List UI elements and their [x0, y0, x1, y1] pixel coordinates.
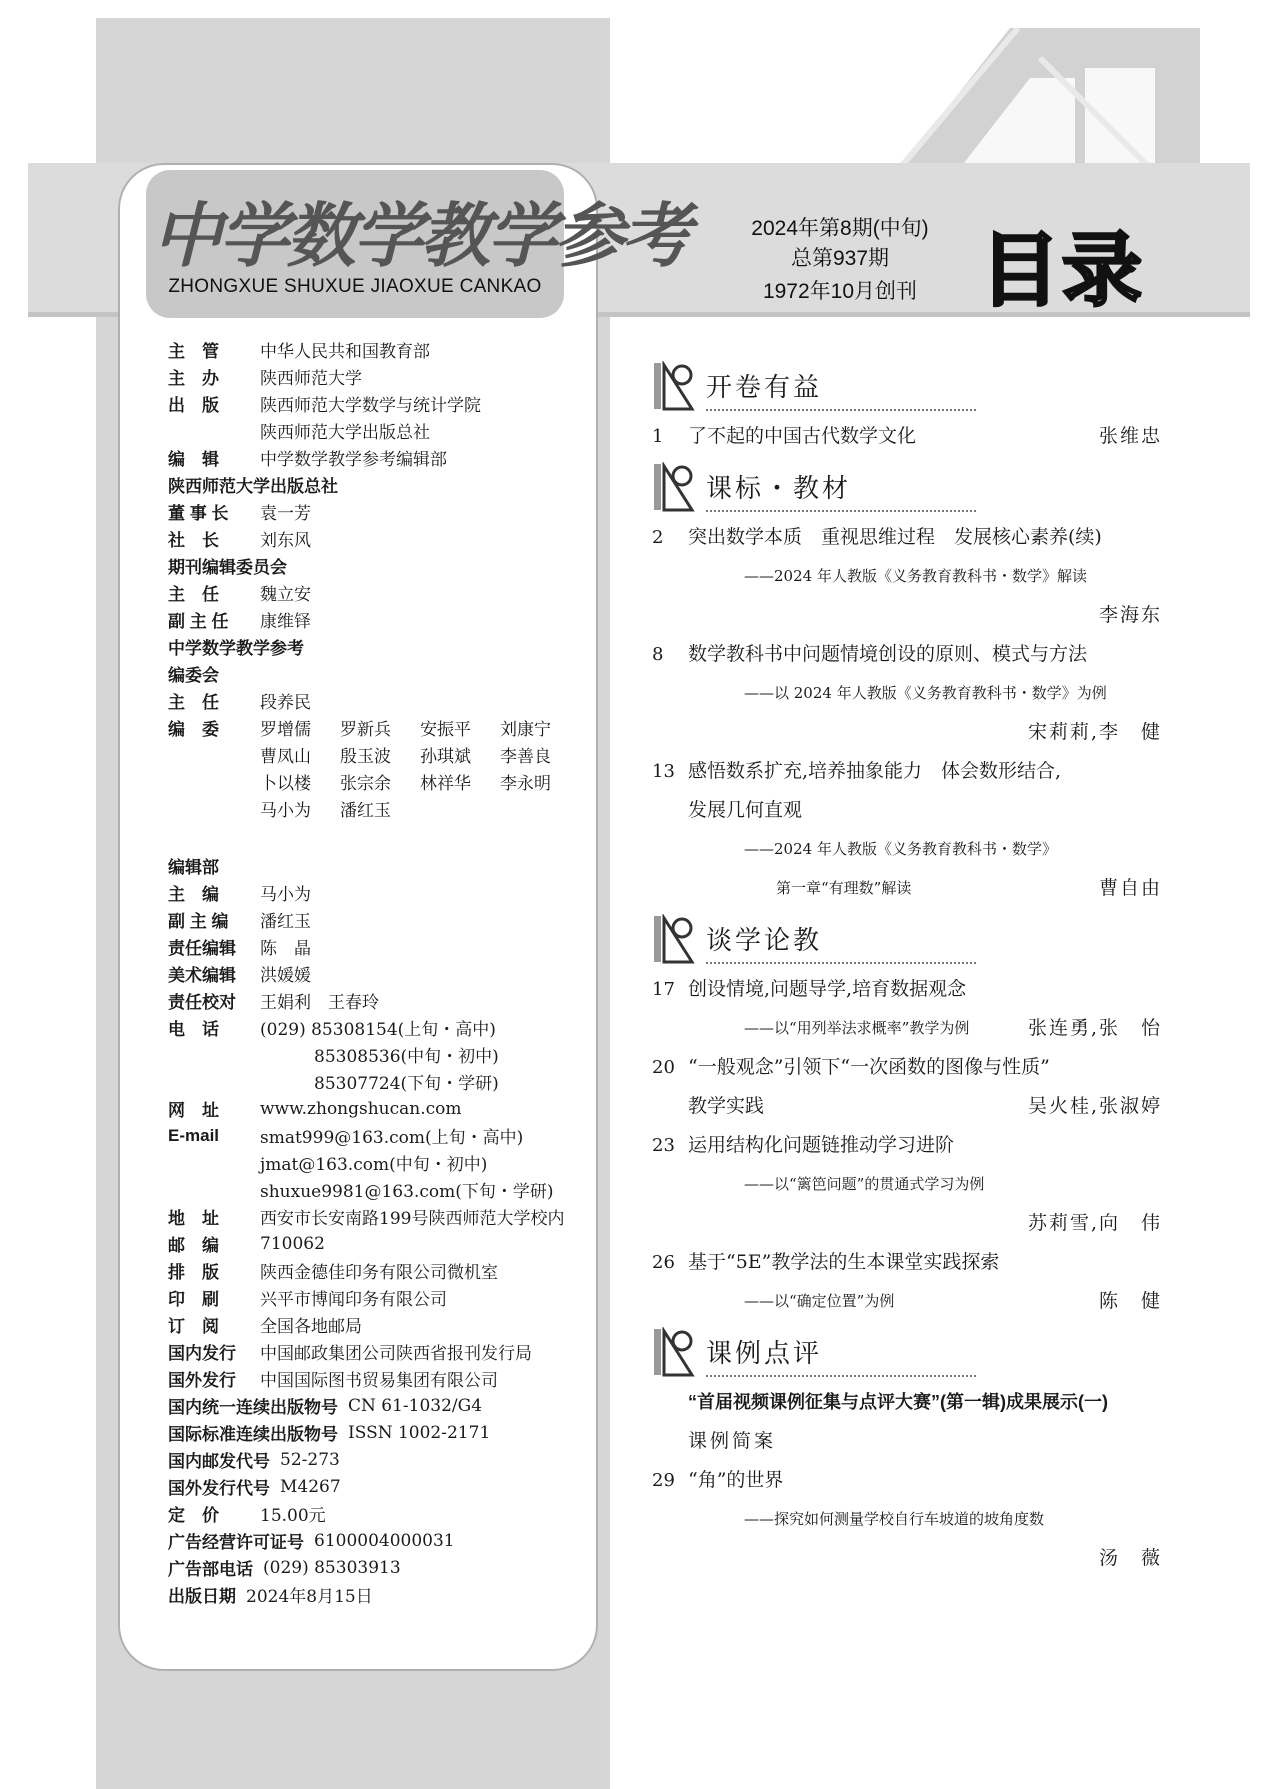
info-heading: 编委会 — [168, 666, 219, 685]
member-list — [260, 742, 580, 767]
info-spacer — [168, 822, 598, 852]
info-row-chubanriqi — [168, 1581, 598, 1608]
info-label: 国际标准连续出版物号 — [168, 1425, 338, 1444]
toc-entry[interactable] — [652, 1243, 1162, 1321]
info-row-zhuban — [168, 363, 598, 390]
info-label: 国外发行代号 — [168, 1479, 270, 1498]
info-value: shuxue9981@163.com(下旬・学研) — [260, 1182, 554, 1202]
article-subtitle: ——以“篱笆问题”的贯通式学习为例 — [744, 1175, 985, 1193]
dotted-rule — [706, 1375, 976, 1377]
toc-entry[interactable] — [652, 518, 1162, 635]
article-title-cont: 发展几何直观 — [688, 799, 803, 821]
member: 李永明 — [500, 774, 551, 794]
info-value: 西安市长安南路199号陕西师范大学校内 — [260, 1209, 565, 1229]
article-title: 突出数学本质 重视思维过程 发展核心素养(续) — [688, 526, 1102, 548]
member: 潘红玉 — [340, 801, 391, 821]
info-value: ISSN 1002-2171 — [348, 1422, 491, 1443]
toc-heading: 目录 — [980, 226, 1144, 315]
info-value: M4267 — [280, 1476, 341, 1497]
article-title: “一般观念”引领下“一次函数的图像与性质” — [688, 1056, 1050, 1078]
member: 刘康宁 — [500, 720, 551, 740]
info-value: smat999@163.com(上旬・高中) — [260, 1128, 524, 1148]
article-title: 运用结构化问题链推动学习进阶 — [688, 1134, 955, 1156]
info-row-chuban-2 — [168, 417, 598, 444]
section-header — [652, 359, 1162, 417]
info-label: 排 版 — [168, 1263, 219, 1282]
author: 吴火桂,张淑婷 — [1027, 1095, 1162, 1117]
info-row-bianji — [168, 444, 598, 471]
author: 苏莉雪,向 伟 — [1027, 1212, 1162, 1234]
section-header — [652, 912, 1162, 970]
info-label: 国外发行 — [168, 1371, 236, 1390]
article-title: “角”的世界 — [688, 1469, 784, 1491]
info-label: 网 址 — [168, 1101, 219, 1120]
article-title: 数学教科书中问题情境创设的原则、模式与方法 — [688, 643, 1088, 665]
section-header — [652, 1325, 1162, 1383]
member-list — [260, 769, 580, 794]
truss-decoration — [900, 28, 1200, 168]
info-heading-dept — [168, 852, 598, 879]
info-label: 国内发行 — [168, 1344, 236, 1363]
info-label: 主 任 — [168, 585, 219, 604]
issue-number: 2024年第8期(中旬) — [751, 217, 929, 240]
article-subtitle-cont: 第一章“有理数”解读 — [776, 879, 912, 897]
info-row-guowaifaxing — [168, 1365, 598, 1392]
info-value: 段养民 — [260, 693, 311, 713]
info-value: 洪媛媛 — [260, 966, 311, 986]
member: 殷玉波 — [340, 747, 391, 767]
info-heading-board — [168, 660, 598, 687]
info-value: (029) 85308154(上旬・高中) — [260, 1020, 496, 1040]
article-title: 基于“5E”教学法的生本课堂实践探索 — [688, 1251, 1000, 1273]
info-value: jmat@163.com(中旬・初中) — [260, 1155, 488, 1175]
toc-entry[interactable] — [652, 417, 1162, 456]
info-row-bianwei-3 — [168, 768, 598, 795]
toc-entry[interactable] — [652, 1048, 1162, 1126]
info-label: 责任编辑 — [168, 939, 236, 958]
info-label: 社 长 — [168, 531, 219, 550]
info-label: 国内邮发代号 — [168, 1452, 270, 1471]
info-label: 广告经营许可证号 — [168, 1533, 304, 1552]
member: 曹凤山 — [260, 747, 311, 767]
info-value: 6100004000031 — [314, 1530, 455, 1551]
info-label: 副 主 编 — [168, 912, 229, 931]
member: 林祥华 — [420, 774, 471, 794]
info-row-guanggaoxuke — [168, 1527, 598, 1554]
toc-entry[interactable] — [652, 970, 1162, 1048]
dotted-rule — [706, 962, 976, 964]
feature-title: “首届视频课例征集与点评大赛”(第一辑)成果展示(一) — [688, 1392, 1108, 1412]
info-value: 710062 — [260, 1233, 325, 1254]
info-row-dianhua-2 — [168, 1041, 598, 1068]
info-label: 出 版 — [168, 396, 219, 415]
author: 陈 健 — [1098, 1290, 1162, 1312]
page-number: 17 — [652, 979, 675, 1000]
info-row-issn — [168, 1419, 598, 1446]
author: 李海东 — [1098, 604, 1162, 626]
article-subtitle: ——2024 年人教版《义务教育教科书・数学》解读 — [744, 567, 1087, 585]
member: 马小为 — [260, 801, 311, 821]
info-row-wangzhi — [168, 1095, 598, 1122]
info-value: 康维铎 — [260, 612, 311, 632]
member-list — [260, 796, 580, 821]
page-number: 20 — [652, 1057, 675, 1078]
info-label: 电 话 — [168, 1020, 219, 1039]
info-label: 主 编 — [168, 885, 219, 904]
info-row-guoneifaxing — [168, 1338, 598, 1365]
info-row-email — [168, 1122, 598, 1149]
page-number: 2 — [652, 527, 664, 548]
info-label: 主 管 — [168, 342, 219, 361]
page-number: 8 — [652, 644, 664, 665]
info-label: 定 价 — [168, 1506, 219, 1525]
member: 卜以楼 — [260, 774, 311, 794]
table-of-contents — [652, 355, 1162, 1578]
info-row-dongshizhang — [168, 498, 598, 525]
member: 安振平 — [420, 720, 471, 740]
journal-pinyin: ZHONGXUE SHUXUE JIAOXUE CANKAO — [168, 276, 542, 297]
info-value: 15.00元 — [260, 1506, 326, 1526]
member: 张宗余 — [340, 774, 391, 794]
info-label: 责任校对 — [168, 993, 236, 1012]
info-value: 袁一芳 — [260, 504, 311, 524]
article-title: 了不起的中国古代数学文化 — [688, 425, 917, 447]
info-value: 陕西师范大学数学与统计学院 — [260, 396, 481, 416]
info-label: 印 刷 — [168, 1290, 219, 1309]
info-row-paiban — [168, 1257, 598, 1284]
info-row-zerenbianji — [168, 933, 598, 960]
member-list — [260, 715, 580, 740]
feature-subtitle: 课例简案 — [688, 1430, 777, 1452]
info-row-yinshua — [168, 1284, 598, 1311]
info-row-bianwei-2 — [168, 741, 598, 768]
page-number: 23 — [652, 1135, 675, 1156]
page-number: 29 — [652, 1470, 675, 1491]
info-label: 邮 编 — [168, 1236, 219, 1255]
info-heading: 期刊编辑委员会 — [168, 558, 287, 577]
info-row-dianhua-3 — [168, 1068, 598, 1095]
article-subtitle: ——以 2024 年人教版《义务教育教科书・数学》为例 — [744, 684, 1107, 702]
ruler-triangle-icon — [652, 914, 696, 964]
info-value: 魏立安 — [260, 585, 311, 605]
author: 宋莉莉,李 健 — [1027, 721, 1162, 743]
info-row-fuzhuren — [168, 606, 598, 633]
article-subtitle: ——以“用列举法求概率”教学为例 — [744, 1019, 970, 1037]
info-label: 副 主 任 — [168, 612, 229, 631]
info-row-shezhang — [168, 525, 598, 552]
page-number: 26 — [652, 1252, 675, 1273]
founded-date: 1972年10月创刊 — [762, 280, 918, 303]
info-label: 美术编辑 — [168, 966, 236, 985]
member: 孙琪斌 — [420, 747, 471, 767]
info-row-email-2 — [168, 1149, 598, 1176]
info-row-bianwei-4 — [168, 795, 598, 822]
ruler-triangle-icon — [652, 361, 696, 411]
author: 张连勇,张 怡 — [1027, 1017, 1162, 1039]
info-value: 王娟利 王春玲 — [260, 993, 379, 1013]
info-row-zhuguan — [168, 336, 598, 363]
info-value: 85307724(下旬・学研) — [314, 1074, 499, 1094]
section-header — [652, 460, 1162, 518]
info-row-board-zhuren — [168, 687, 598, 714]
info-label: 订 阅 — [168, 1317, 219, 1336]
info-label: 编 委 — [168, 720, 219, 739]
info-value: 陕西师范大学 — [260, 369, 362, 389]
toc-entry[interactable] — [652, 752, 1162, 908]
info-row-zerenxiaodui — [168, 987, 598, 1014]
info-row-zhubian — [168, 879, 598, 906]
member: 李善良 — [500, 747, 551, 767]
info-row-dingjia — [168, 1500, 598, 1527]
ruler-triangle-icon — [652, 462, 696, 512]
article-subtitle: ——以“确定位置”为例 — [744, 1292, 895, 1310]
journal-logo: 中学数学教学参考 — [152, 194, 688, 277]
section-title: 课例点评 — [706, 1339, 823, 1369]
page-number: 13 — [652, 761, 675, 782]
article-title: 感悟数系扩充,培养抽象能力 体会数形结合, — [688, 760, 1062, 782]
info-row-dizhi — [168, 1203, 598, 1230]
info-value: (029) 85303913 — [263, 1557, 401, 1578]
section-title: 课标・教材 — [706, 474, 852, 504]
info-value: 52-273 — [280, 1449, 340, 1470]
info-value: 中国邮政集团公司陕西省报刊发行局 — [260, 1344, 532, 1364]
dotted-rule — [706, 510, 976, 512]
toc-entry[interactable] — [652, 1126, 1162, 1243]
author: 张维忠 — [1098, 425, 1162, 447]
info-row-email-3 — [168, 1176, 598, 1203]
info-row-fuzhubian — [168, 906, 598, 933]
info-value: www.zhongshucan.com — [260, 1098, 462, 1119]
info-value: 兴平市博闻印务有限公司 — [260, 1290, 447, 1310]
article-subtitle: ——探究如何测量学校自行车坡道的坡角度数 — [744, 1510, 1045, 1528]
info-label: 国内统一连续出版物号 — [168, 1398, 338, 1417]
info-label: 主 办 — [168, 369, 219, 388]
info-label: 编 辑 — [168, 450, 219, 469]
section-title: 开卷有益 — [706, 373, 823, 403]
info-value: 陈 晶 — [260, 939, 311, 959]
info-value: 全国各地邮局 — [260, 1317, 362, 1337]
info-row-meishubianji — [168, 960, 598, 987]
info-value: 中华人民共和国教育部 — [260, 342, 430, 362]
article-title: 创设情境,问题导学,培育数据观念 — [688, 978, 967, 1000]
info-value: 85308536(中旬・初中) — [314, 1047, 499, 1067]
info-row-dianhua — [168, 1014, 598, 1041]
info-label: 主 任 — [168, 693, 219, 712]
page-number: 1 — [652, 426, 664, 447]
info-value: 中学数学教学参考编辑部 — [260, 450, 447, 470]
author: 汤 薇 — [1098, 1547, 1162, 1569]
article-title-cont: 教学实践 — [688, 1095, 765, 1117]
info-row-guanggaodianhua — [168, 1554, 598, 1581]
info-row-cn — [168, 1392, 598, 1419]
info-row-bianwei-1 — [168, 714, 598, 741]
total-issue: 总第937期 — [790, 247, 890, 270]
info-heading-journal — [168, 633, 598, 660]
info-heading: 编辑部 — [168, 858, 219, 877]
info-value: 陕西师范大学出版总社 — [260, 423, 430, 443]
info-row-zhuren — [168, 579, 598, 606]
toc-entry[interactable] — [652, 1461, 1162, 1578]
toc-entry[interactable] — [652, 635, 1162, 752]
info-row-youbian — [168, 1230, 598, 1257]
member: 罗增儒 — [260, 720, 311, 740]
info-value: CN 61-1032/G4 — [348, 1395, 483, 1416]
author: 曹自由 — [1098, 877, 1162, 899]
info-label: 董 事 长 — [168, 504, 229, 523]
dotted-rule — [706, 409, 976, 411]
info-heading-press — [168, 471, 598, 498]
info-row-chuban — [168, 390, 598, 417]
info-value: 马小为 — [260, 885, 311, 905]
info-value: 2024年8月15日 — [246, 1587, 373, 1607]
masthead-info — [168, 336, 598, 1608]
info-label: 出版日期 — [168, 1587, 236, 1606]
info-heading-committee — [168, 552, 598, 579]
info-row-guoneiyoufa — [168, 1446, 598, 1473]
info-value: 陕西金德佳印务有限公司微机室 — [260, 1263, 498, 1283]
info-heading: 陕西师范大学出版总社 — [168, 477, 338, 496]
info-value: 潘红玉 — [260, 912, 311, 932]
article-subtitle: ——2024 年人教版《义务教育教科书・数学》 — [744, 840, 1057, 858]
info-label: 广告部电话 — [168, 1560, 253, 1579]
info-label: E-mail — [168, 1125, 220, 1145]
toc-feature[interactable] — [652, 1383, 1162, 1461]
member: 罗新兵 — [340, 720, 391, 740]
ruler-triangle-icon — [652, 1327, 696, 1377]
info-value: 中国国际图书贸易集团有限公司 — [260, 1371, 498, 1391]
section-title: 谈学论教 — [706, 926, 823, 956]
info-row-dingyue — [168, 1311, 598, 1338]
info-label: 地 址 — [168, 1209, 219, 1228]
info-row-guowaifaxingdaihao — [168, 1473, 598, 1500]
info-heading: 中学数学教学参考 — [168, 639, 304, 658]
info-value: 刘东风 — [260, 531, 311, 551]
